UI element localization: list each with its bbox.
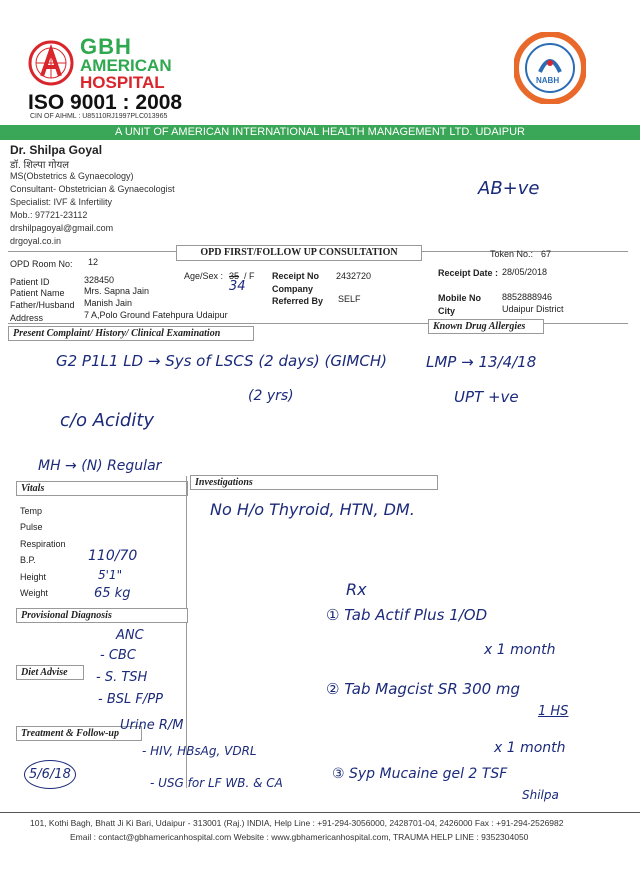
sex-value: / F xyxy=(244,271,255,281)
mobile-value: 8852888946 xyxy=(502,292,553,302)
company-label: Company xyxy=(272,284,314,294)
vital-height: Height xyxy=(20,572,47,582)
hospital-name-gbh: GBH xyxy=(80,34,132,59)
weight-value: 65 kg xyxy=(94,586,131,601)
vital-pulse: Pulse xyxy=(20,522,43,532)
advice-serology: - HIV, HBsAg, VDRL xyxy=(142,744,257,758)
receipt-no-value: 2432720 xyxy=(336,271,372,281)
investigations-title: Investigations xyxy=(190,475,438,490)
token-label: Token No.: xyxy=(490,249,534,259)
footer-address: 101, Kothi Bagh, Bhatt Ji Ki Bari, Udaipur - 313001 (Raj.) INDIA, Help Line : +91-294-3056000, 2428701-04, 2426000 Fax : +91-294-2526982 xyxy=(30,818,564,828)
rx-item-2: ② Tab Magcist SR 300 mg xyxy=(326,680,521,698)
lmp-note: LMP → 13/4/18 xyxy=(426,353,537,371)
vital-weight: Weight xyxy=(20,588,48,598)
doctor-website: drgoyal.co.in xyxy=(10,236,62,246)
patient-id-value: 328450 xyxy=(84,275,115,285)
patient-id-label: Patient ID xyxy=(10,277,50,287)
opd-room-label: OPD Room No: xyxy=(10,259,73,269)
advice-cbc: - CBC xyxy=(100,648,136,663)
age-written: 34 xyxy=(229,279,246,294)
referred-label: Referred By xyxy=(272,296,324,306)
patient-name-value: Mrs. Sapna Jain xyxy=(84,286,150,296)
vital-temp: Temp xyxy=(20,506,43,516)
hospital-name-hospital: HOSPITAL xyxy=(80,73,165,92)
advice-usg: - USG for LF WB. & CA xyxy=(150,776,283,790)
rx-item-1-duration: x 1 month xyxy=(484,642,556,658)
opd-room-value: 12 xyxy=(88,257,99,267)
iso-certification: ISO 9001 : 2008 xyxy=(28,91,183,114)
column-divider xyxy=(186,476,187,788)
rx-item-3: ③ Syp Mucaine gel 2 TSF xyxy=(332,766,508,782)
treatment-title: Treatment & Follow-up xyxy=(16,726,142,741)
obstetric-history-years: (2 yrs) xyxy=(248,388,294,404)
vitals-title: Vitals xyxy=(16,481,188,496)
unit-banner: A UNIT OF AMERICAN INTERNATIONAL HEALTH MANAGEMENT LTD. UDAIPUR xyxy=(0,125,640,140)
followup-date: 5/6/18 xyxy=(24,760,76,789)
address-label: Address xyxy=(10,313,44,323)
form-title-box xyxy=(176,245,422,261)
father-label: Father/Husband xyxy=(10,300,75,310)
doctor-qualification: MS(Obstetrics & Gynaecology) xyxy=(10,171,134,181)
rx-item-2-duration: x 1 month xyxy=(494,740,566,756)
footer-divider xyxy=(0,812,640,813)
allergies-title: Known Drug Allergies xyxy=(428,319,544,334)
vital-respiration: Respiration xyxy=(20,539,66,549)
menstrual-history: MH → (N) Regular xyxy=(38,458,162,474)
age-sex-label: Age/Sex : xyxy=(184,271,224,281)
vital-bp: B.P. xyxy=(20,555,36,565)
receipt-date-value: 28/05/2018 xyxy=(502,267,548,277)
rx-symbol: Rx xyxy=(346,580,367,599)
doctor-specialist: Specialist: IVF & Infertility xyxy=(10,197,113,207)
age-value: 35 xyxy=(229,271,240,281)
referred-value: SELF xyxy=(338,294,361,304)
rx-item-2-dose: 1 HS xyxy=(538,704,569,719)
height-value: 5'1" xyxy=(98,568,123,582)
city-label: City xyxy=(438,306,456,316)
receipt-no-label: Receipt No xyxy=(272,271,320,281)
advice-bsl: - BSL F/PP xyxy=(98,692,163,707)
advice-anc: ANC xyxy=(116,628,144,643)
blood-group-note: AB+ve xyxy=(478,178,540,199)
complaint-note: c/o Acidity xyxy=(60,410,155,431)
cin-number: CIN OF AIHML : U85110RJ1997PLC013965 xyxy=(30,113,168,120)
receipt-date-label: Receipt Date : xyxy=(438,268,499,278)
bp-value: 110/70 xyxy=(88,548,138,564)
mobile-label: Mobile No xyxy=(438,293,481,303)
obstetric-history: G2 P1L1 LD → Sys of LSCS (2 days) (GIMCH) xyxy=(56,352,387,370)
token-value: 67 xyxy=(541,249,552,259)
doctor-name: Dr. Shilpa Goyal xyxy=(10,143,103,157)
nabh-seal-icon xyxy=(514,32,586,104)
rx-item-1: ① Tab Actif Plus 1/OD xyxy=(326,606,488,624)
doctor-name-hindi: डॉ. शिल्पा गोयल xyxy=(10,160,70,171)
footer-contact: Email : contact@gbhamericanhospital.com Website : www.gbhamericanhospital.com, TRAUMA HELP LINE : 9352304050 xyxy=(70,832,529,842)
address-value: 7 A,Polo Ground Fatehpura Udaipur xyxy=(84,310,228,320)
provisional-diagnosis-title: Provisional Diagnosis xyxy=(16,608,188,623)
investigations-note: No H/o Thyroid, HTN, DM. xyxy=(210,500,415,519)
advice-tsh: - S. TSH xyxy=(96,670,148,685)
hospital-logo xyxy=(28,40,74,86)
father-value: Manish Jain xyxy=(84,298,133,308)
nabh-label: NABH xyxy=(536,76,560,85)
doctor-signature: Shilpa xyxy=(522,788,559,802)
city-value: Udaipur District xyxy=(502,304,564,314)
hospital-name-american: AMERICAN xyxy=(80,56,172,75)
doctor-email: drshilpagoyal@gmail.com xyxy=(10,223,114,233)
upt-note: UPT +ve xyxy=(454,388,519,406)
doctor-mobile: Mob.: 97721-23112 xyxy=(10,210,88,220)
advice-urine: Urine R/M xyxy=(120,718,184,733)
complaint-title: Present Complaint/ History/ Clinical Examination xyxy=(8,326,254,341)
diet-advise-title: Diet Advise xyxy=(16,665,84,680)
patient-name-label: Patient Name xyxy=(10,288,65,298)
form-title: OPD FIRST/FOLLOW UP CONSULTATION xyxy=(200,247,398,258)
doctor-consultant: Consultant- Obstetrician & Gynaecologist xyxy=(10,184,175,194)
